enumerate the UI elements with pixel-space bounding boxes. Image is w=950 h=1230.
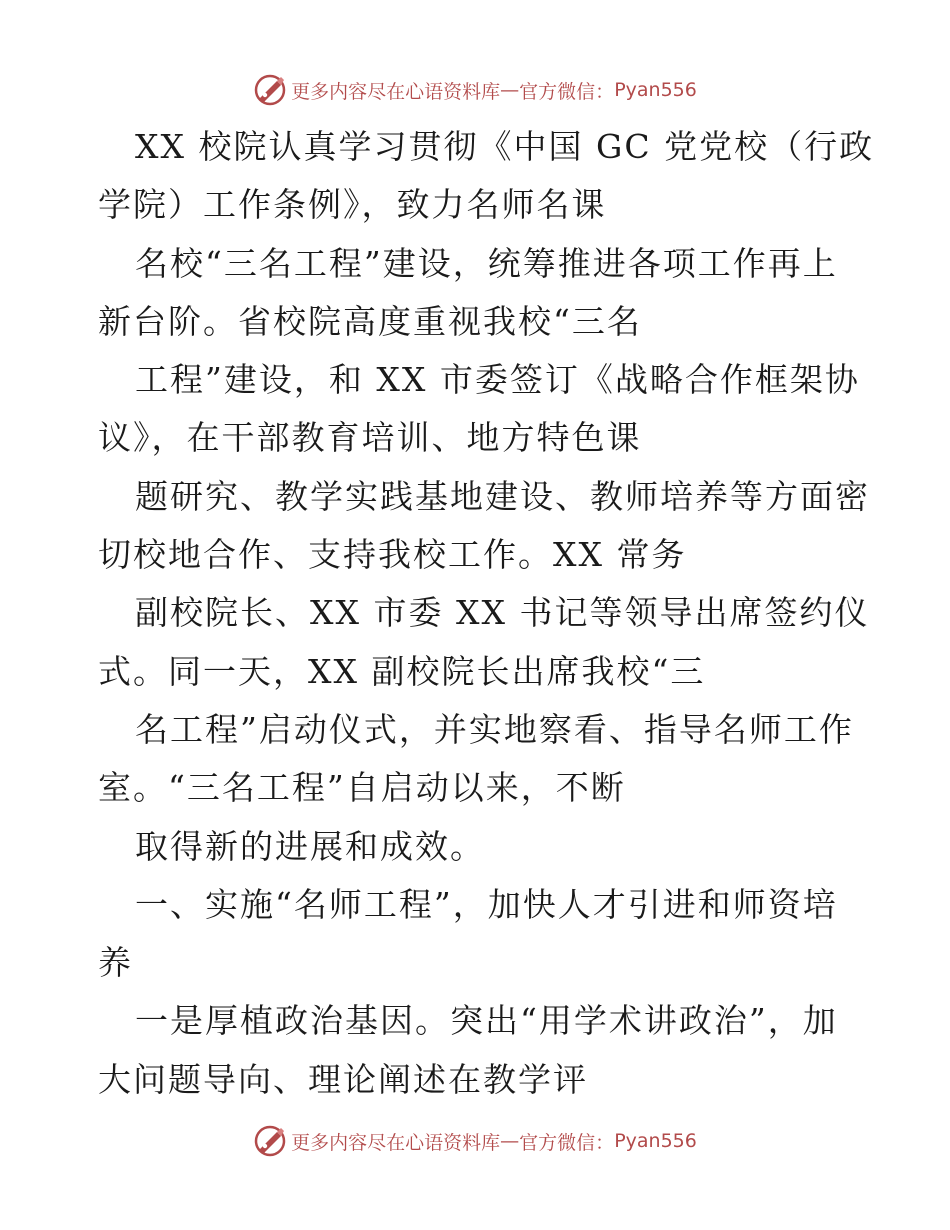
watermark-brand-text: 更多内容尽在心语资料库 [291, 1131, 501, 1154]
watermark-footer [0, 1121, 950, 1161]
text-line: 工程”建设，和 XX 市委签订《战略合作框架协 [135, 360, 860, 400]
text-line: 议》，在干部教育培训、地方特色课 [98, 418, 642, 458]
text-line: 一是厚植政治基因。突出“用学术讲政治”，加 [135, 1001, 838, 1041]
watermark-brand-text: 更多内容尽在心语资料库 [291, 80, 501, 103]
pen-logo-icon [253, 1124, 287, 1158]
watermark-header [0, 70, 950, 110]
text-line: 题研究、教学实践基地建设、教师培养等方面密 [135, 476, 870, 516]
text-line: 新台阶。省校院高度重视我校“三名 [98, 301, 642, 341]
watermark-wechat-label: 官方微信： [519, 80, 615, 103]
text-line: 学院）工作条例》，致力名师名课 [98, 185, 607, 225]
text-line: 副校院长、XX 市委 XX 书记等领导出席签约仪 [135, 593, 870, 633]
watermark-separator: — [500, 79, 520, 101]
text-line: 式。同一天，XX 副校院长出席我校“三 [98, 651, 706, 691]
watermark-wechat-id: Pyan556 [614, 1130, 697, 1152]
pen-logo-icon [253, 73, 287, 107]
watermark-wechat-label: 官方微信： [519, 1131, 615, 1154]
watermark-wechat-id: Pyan556 [614, 79, 697, 101]
text-line: 切校地合作、支持我校工作。XX 常务 [98, 535, 687, 575]
text-line: 大问题导向、理论阐述在教学评 [98, 1059, 588, 1099]
text-line: XX 校院认真学习贯彻《中国 GC 党党校（行政 [135, 127, 875, 166]
text-line: 一、实施“名师工程”，加快人才引进和师资培 [135, 884, 838, 924]
text-line: 名校“三名工程”建设，统筹推进各项工作再上 [135, 243, 838, 283]
document-body [98, 118, 875, 1109]
text-line: 取得新的进展和成效。 [135, 826, 485, 866]
text-line: 养 [98, 943, 133, 983]
text-line: 室。“三名工程”自启动以来，不断 [98, 768, 626, 808]
text-line: 名工程”启动仪式，并实地察看、指导名师工作 [135, 709, 854, 749]
watermark-separator: — [500, 1130, 520, 1152]
